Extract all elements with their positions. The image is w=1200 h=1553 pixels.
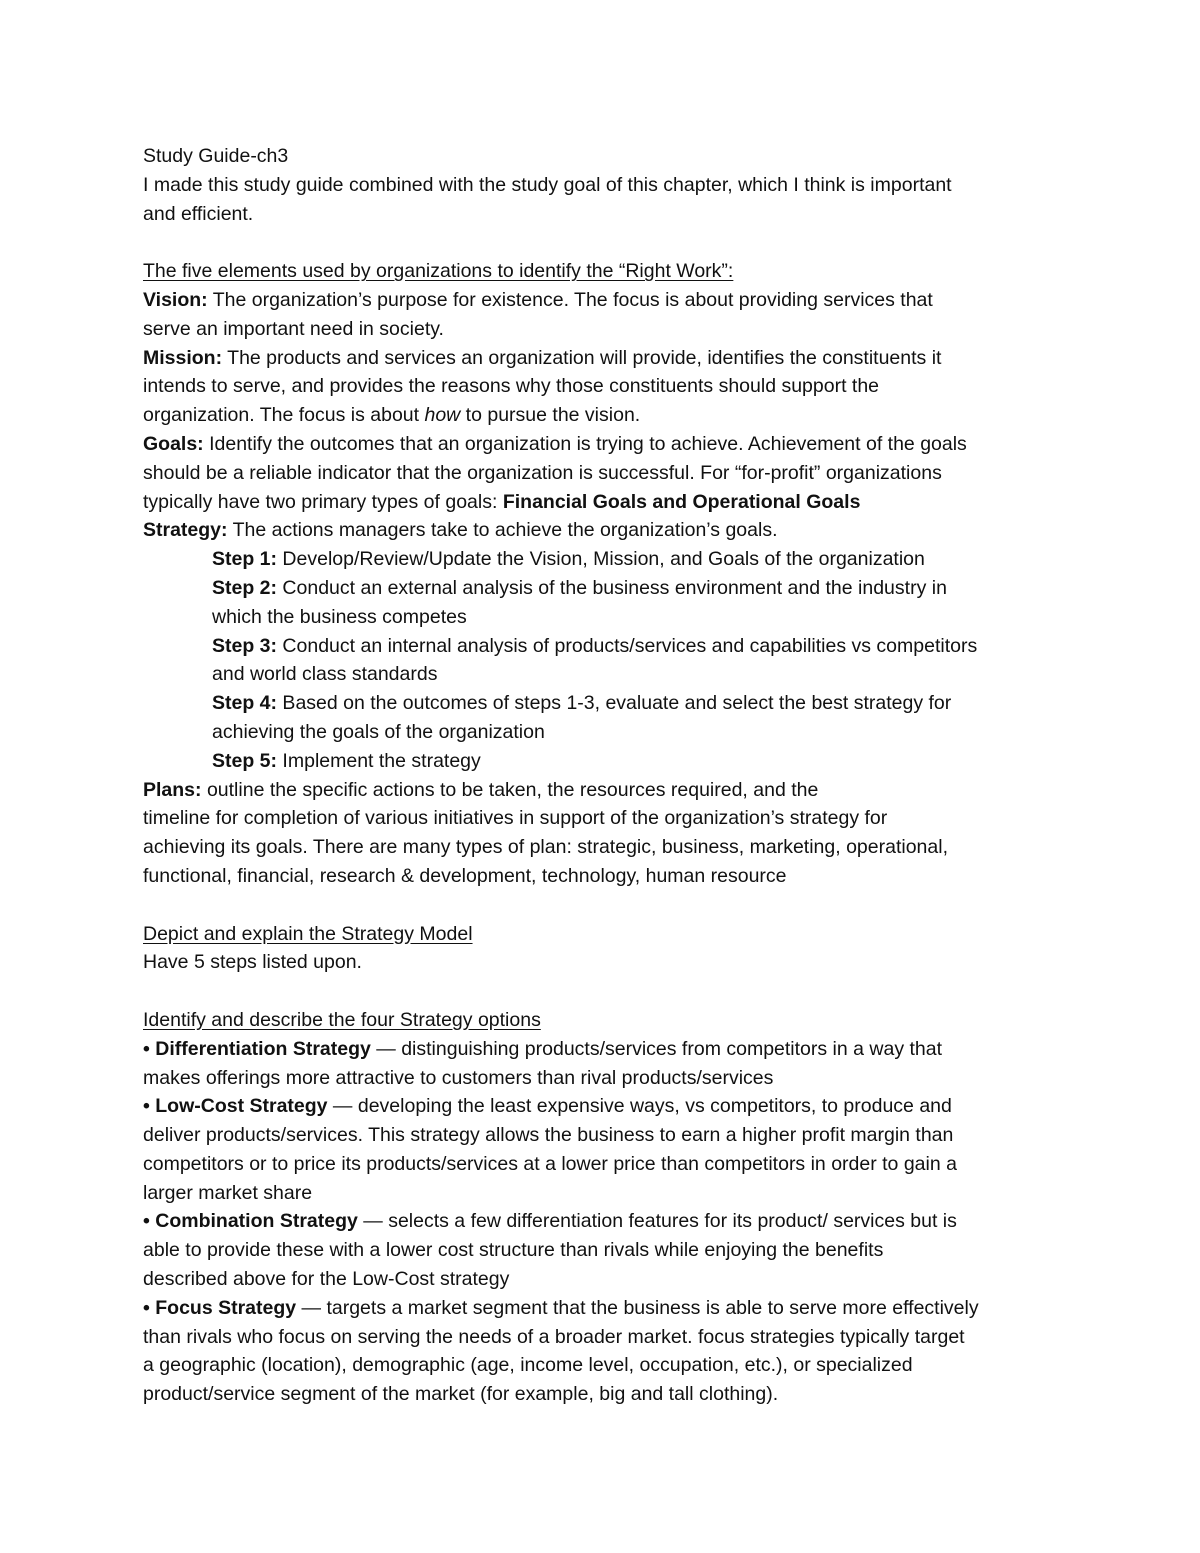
mission-line: intends to serve, and provides the reasons why those constituents should support the [143, 375, 880, 398]
document-title: Study Guide-ch3 [143, 145, 289, 167]
mission-line: organization. The focus is about how to pursue the vision. [143, 404, 641, 427]
option-line: product/service segment of the market (for example, big and tall clothing). [143, 1383, 779, 1406]
option-combination: • Combination Strategy — selects a few differentiation features for its product/ services but is [143, 1210, 957, 1233]
goal-types: Financial Goals and Operational Goals [502, 490, 861, 513]
strategy-step-2: Step 2: Conduct an external analysis of the business environment and the industry in [212, 576, 947, 599]
blank-line [143, 977, 1080, 1006]
blank-line [143, 228, 1080, 257]
strategy-paragraph: Strategy: The actions managers take to achieve the organization’s goals. [143, 519, 778, 542]
option-focus: • Focus Strategy — targets a market segment that the business is able to serve more effectively [143, 1296, 979, 1319]
vision-term: Vision: [143, 288, 208, 311]
strategy-step-4-line: achieving the goals of the organization [212, 720, 545, 743]
vision-paragraph: Vision: The organization’s purpose for existence. The focus is about providing services that [143, 288, 933, 311]
plans-line: timeline for completion of various initiatives in support of the organization’s strategy for [143, 807, 888, 830]
emphasis-how: how [424, 404, 461, 427]
option-line: makes offerings more attractive to customers than rival products/services [143, 1066, 774, 1089]
intro-line: I made this study guide combined with the study goal of this chapter, which I think is important [143, 173, 952, 196]
strategy-step-1: Step 1: Develop/Review/Update the Vision, Mission, and Goals of the organization [212, 548, 925, 571]
bullet: • [143, 1210, 156, 1233]
option-term: Differentiation Strategy [155, 1037, 371, 1060]
vision-line: serve an important need in society. [143, 317, 444, 340]
option-low-cost: • Low-Cost Strategy — developing the least expensive ways, vs competitors, to produce and [143, 1095, 952, 1118]
plans-line: achieving its goals. There are many types of plan: strategic, business, marketing, operational, [143, 836, 948, 859]
option-line: able to provide these with a lower cost structure than rivals while enjoying the benefits [143, 1239, 884, 1262]
option-line: competitors or to price its products/services at a lower price than competitors in order to gain a [143, 1152, 957, 1175]
bullet: • [143, 1296, 156, 1319]
option-line: described above for the Low-Cost strategy [143, 1268, 510, 1291]
section-heading-strategy-model: Depict and explain the Strategy Model [143, 922, 473, 945]
mission-paragraph: Mission: The products and services an organization will provide, identifies the constituents it [143, 346, 942, 369]
plans-term: Plans: [143, 778, 202, 801]
strategy-model-text: Have 5 steps listed upon. [143, 951, 362, 974]
option-term: Focus Strategy [155, 1296, 297, 1319]
strategy-step-5: Step 5: Implement the strategy [212, 749, 481, 772]
bullet: • [143, 1037, 156, 1060]
section-heading-strategy-options: Identify and describe the four Strategy options [143, 1008, 541, 1031]
strategy-step-2-line: which the business competes [212, 605, 467, 628]
option-differentiation: • Differentiation Strategy — distinguishing products/services from competitors in a way that [143, 1037, 943, 1060]
strategy-term: Strategy: [143, 519, 228, 542]
goals-paragraph: Goals: Identify the outcomes that an organization is trying to achieve. Achievement of the goals [143, 432, 967, 455]
plans-line: functional, financial, research & development, technology, human resource [143, 864, 787, 887]
bullet: • [143, 1095, 156, 1118]
option-term: Low-Cost Strategy [155, 1095, 328, 1118]
strategy-step-3: Step 3: Conduct an internal analysis of products/services and capabilities vs competitors [212, 634, 978, 657]
option-line: than rivals who focus on serving the needs of a broader market. focus strategies typically target [143, 1325, 965, 1348]
goals-line: should be a reliable indicator that the organization is successful. For “for-profit” organizations [143, 461, 942, 484]
strategy-step-3-line: and world class standards [212, 663, 438, 686]
strategy-step-4: Step 4: Based on the outcomes of steps 1-3, evaluate and select the best strategy for [212, 692, 952, 715]
goals-line: typically have two primary types of goals: Financial Goals and Operational Goals [143, 490, 861, 513]
blank-line [143, 891, 1080, 920]
goals-term: Goals: [143, 432, 204, 455]
option-line: a geographic (location), demographic (age, income level, occupation, etc.), or specialized [143, 1354, 913, 1377]
plans-paragraph: Plans: outline the specific actions to be taken, the resources required, and the [143, 778, 819, 801]
option-term: Combination Strategy [155, 1210, 358, 1233]
mission-term: Mission: [143, 346, 223, 369]
section-heading-five-elements: The five elements used by organizations to identify the “Right Work”: [143, 260, 734, 283]
option-line: deliver products/services. This strategy allows the business to earn a higher profit margin than [143, 1124, 954, 1147]
option-line: larger market share [143, 1181, 313, 1204]
intro-line: and efficient. [143, 202, 254, 225]
